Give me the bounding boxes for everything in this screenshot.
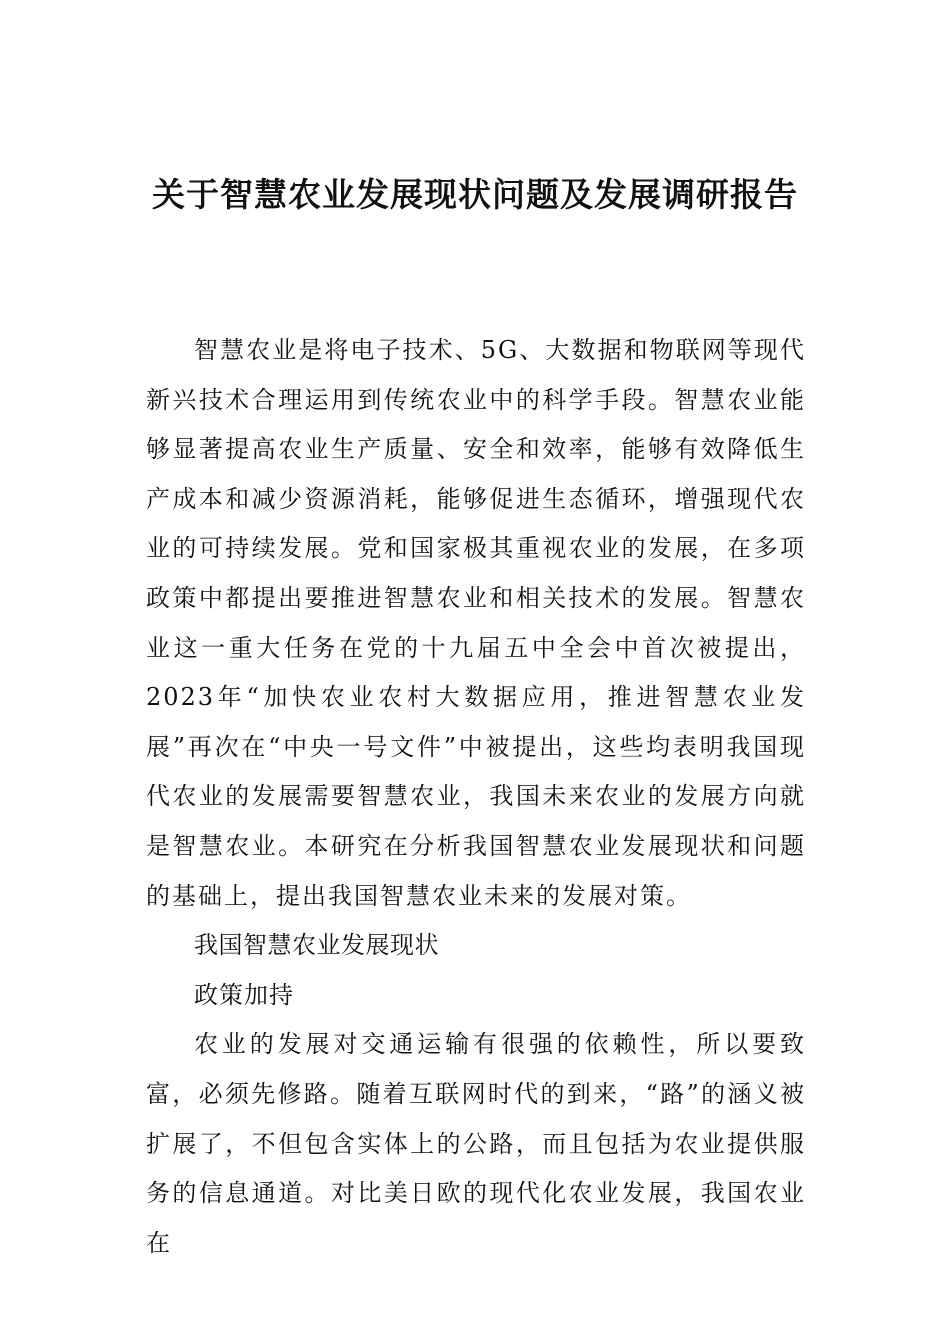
subsection-heading: 政策加持 [194,980,294,1009]
document-title: 关于智慧农业发展现状问题及发展调研报告 [152,175,798,214]
body-paragraph: 农业的发展对交通运输有很强的依赖性，所以要致富，必须先修路。随着互联网时代的到来，“路”的涵义被扩展了，不但包含实体上的公路，而且包括为农业提供服务的信息通道。对比美日欧的现代化农业发展，我国农业在 [146,1030,806,1257]
document-body [146,326,806,1268]
intro-paragraph: 智慧农业是将电子技术、5G、大数据和物联网等现代新兴技术合理运用到传统农业中的科学手段。智慧农业能够显著提高农业生产质量、安全和效率，能够有效降低生产成本和减少资源消耗，能够促进生态循环，增强现代农业的可持续发展。党和国家极其重视农业的发展，在多项政策中都提出要推进智慧农业和相关技术的发展。智慧农业这一重大任务在党的十九届五中全会中首次被提出，2023年“加快农业农村大数据应用，推进智慧农业发展”再次在“中央一号文件”中被提出，这些均表明我国现代农业的发展需要智慧农业，我国未来农业的发展方向就是智慧农业。本研究在分析我国智慧农业发展现状和问题的基础上，提出我国智慧农业未来的发展对策。 [146,336,806,910]
section-heading: 我国智慧农业发展现状 [194,931,439,960]
